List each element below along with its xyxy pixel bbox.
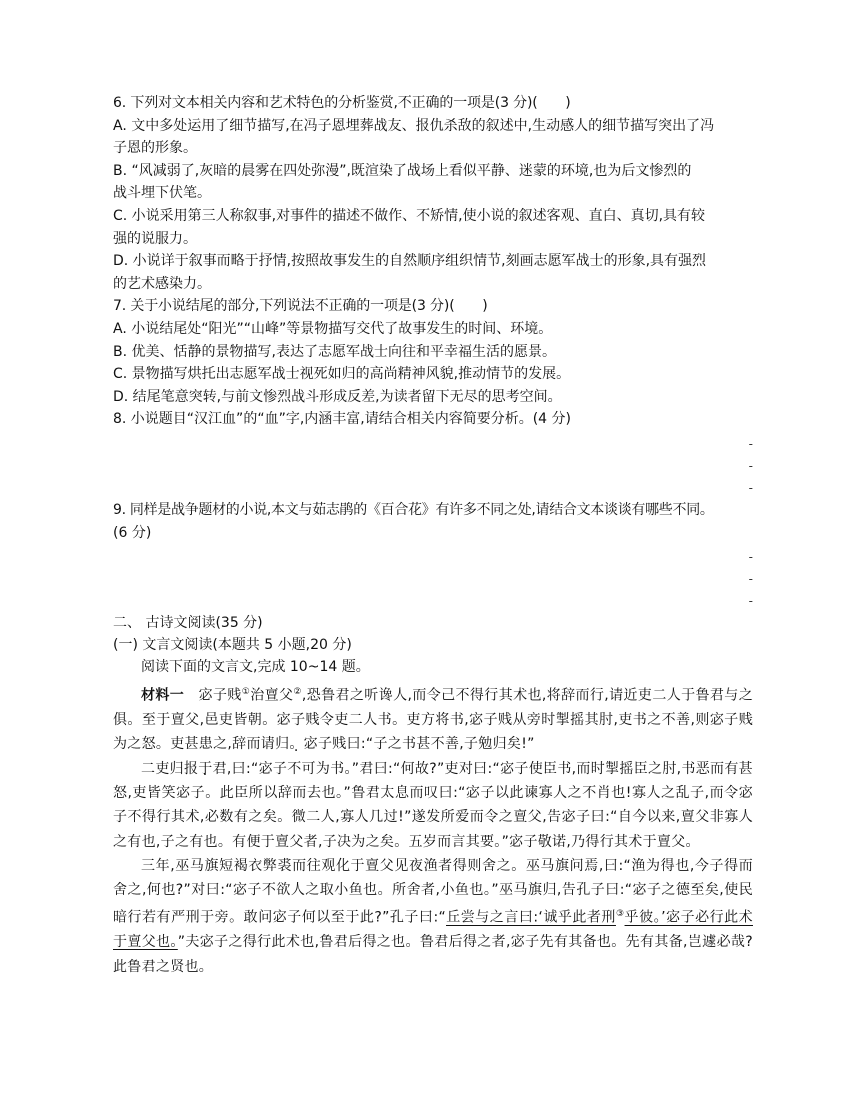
q6-option-b: B. “风减弱了,灰暗的晨雾在四处弥漫”,既渲染了战场上看似平静、迷蒙的环境,也为后文惨烈的: [113, 162, 692, 179]
answer-line-marker: -: [748, 436, 753, 451]
passage-paragraph-1: 材料一 宓子贱①治亶父②,恐鲁君之听谗人,而令己不得行其术也,将辞而行,请近吏二人于鲁君与之俱。至于亶父,邑吏皆朝。宓子贱令吏二人书。吏方将书,宓子贱从旁时掣摇其肘,吏书之不善,则宓子贱为之怒。吏甚患之,辞而请归。宓子贱曰:“子之书甚不善,子勉归矣!”: [113, 687, 753, 753]
q7-option-c: C. 景物描写烘托出志愿军战士视死如归的高尚精神风貌,推动情节的发展。: [113, 366, 571, 383]
q8-stem: 8. 小说题目“汉江血”的“血”字,内涵丰富,请结合相关内容简要分析。(4 分): [113, 411, 571, 428]
underlined-sentence: 乎彼。’宓子必行此术于亶父也。: [113, 910, 753, 951]
q6-option-b-cont: 战斗埋下伏笔。: [113, 185, 211, 202]
q6-option-c-cont: 强的说服力。: [113, 230, 197, 247]
answer-line-marker: -: [748, 458, 753, 473]
subsection-title: (一) 文言文阅读(本题共 5 小题,20 分): [113, 637, 352, 654]
q7-option-d: D. 结尾笔意突转,与前文惨烈战斗形成反差,为读者留下无尽的思考空间。: [113, 388, 562, 405]
material-label: 材料一: [141, 687, 185, 704]
q6-option-c: C. 小说采用第三人称叙事,对事件的描述不做作、不矫情,使小说的叙述客观、直白、真切,具有较: [113, 207, 706, 224]
answer-line-marker: -: [748, 550, 753, 565]
q6-stem: 6. 下列对文本相关内容和艺术特色的分析鉴赏,不正确的一项是(3 分)( ): [113, 95, 571, 111]
emphasis-dot-char: 报: [183, 760, 199, 777]
section-title: 二、 古诗文阅读(35 分): [113, 615, 263, 632]
footnote-marker: ②: [293, 687, 302, 698]
emphasis-dot-char: 归: [275, 736, 290, 753]
q7-stem: 7. 关于小说结尾的部分,下列说法不正确的一项是(3 分)( ): [113, 298, 488, 315]
exam-page: [113, 92, 753, 979]
instruction: 阅读下面的文言文,完成 10~14 题。: [141, 659, 370, 676]
q7-option-a: A. 小说结尾处“阳光”“山峰”等景物描写交代了故事发生的时间、环境。: [113, 320, 553, 337]
underlined-sentence: 丘尝与之言曰:‘诚乎此者刑: [446, 910, 616, 927]
q6-option-a: A. 文中多处运用了细节描写,在冯子恩埋葬战友、报仇杀敌的叙述中,生动感人的细节描写突出了冯: [113, 117, 715, 134]
q9-stem: 9. 同样是战争题材的小说,本文与茹志鹃的《百合花》有许多不同之处,请结合文本谈谈有哪些不同。: [113, 501, 714, 518]
passage-paragraph-3: 三年,巫马旗短褐衣弊裘而往观化于亶父见夜渔者得则舍之。巫马旗问焉,曰:“渔为得也,今子得而舍之,何也?”对曰:“宓子不欲人之取小鱼也。所舍者,小鱼也。”巫马旗归,告孔子曰:“宓子之德至矣,使民暗行若有严刑于旁。敢问宓子何以至于此?”孔子曰:“丘尝与之言曰:‘诚乎此者刑③乎彼。’宓子必行此术于亶父也。”夫宓子之得行此术也,鲁君后得之也。鲁君后得之者,宓子先有其备也。先有其备,岂遽必哉?此鲁君之贤也。: [113, 857, 754, 975]
q9-stem-points: (6 分): [113, 524, 152, 541]
answer-line-marker: -: [748, 480, 753, 495]
q6-option-a-cont: 子恩的形象。: [113, 140, 197, 157]
answer-line-marker: -: [748, 572, 753, 587]
q6-option-d: D. 小说详于叙事而略于抒情,按照故事发生的自然顺序组织情节,刻画志愿军战士的形象,具有强烈: [113, 253, 707, 270]
q6-option-d-cont: 的艺术感染力。: [113, 275, 211, 292]
answer-line-marker: -: [748, 594, 753, 609]
footnote-marker: ③: [615, 909, 625, 920]
footnote-marker: ①: [241, 687, 251, 698]
q7-option-b: B. 优美、恬静的景物描写,表达了志愿军战士向往和平幸福生活的愿景。: [113, 343, 556, 360]
passage-paragraph-2: 二吏归报于君,曰:“宓子不可为书。”君曰:“何故?”吏对曰:“宓子使臣书,而时掣摇臣之肘,书恶而有甚怒,吏皆笑宓子。此臣所以辞而去也。”鲁君太息而叹曰:“宓子以此谏寡人之不肖也!寡人之乱子,而令宓子不得行其术,必数有之矣。微二人,寡人几过!”遂发所爱而令之亶父,告宓子曰:“自今以来,亶父非寡人之有也,子之有也。有便于亶父者,子决为之矣。五岁而言其要。”宓子敬诺,乃得行其术于亶父。: [113, 760, 753, 850]
